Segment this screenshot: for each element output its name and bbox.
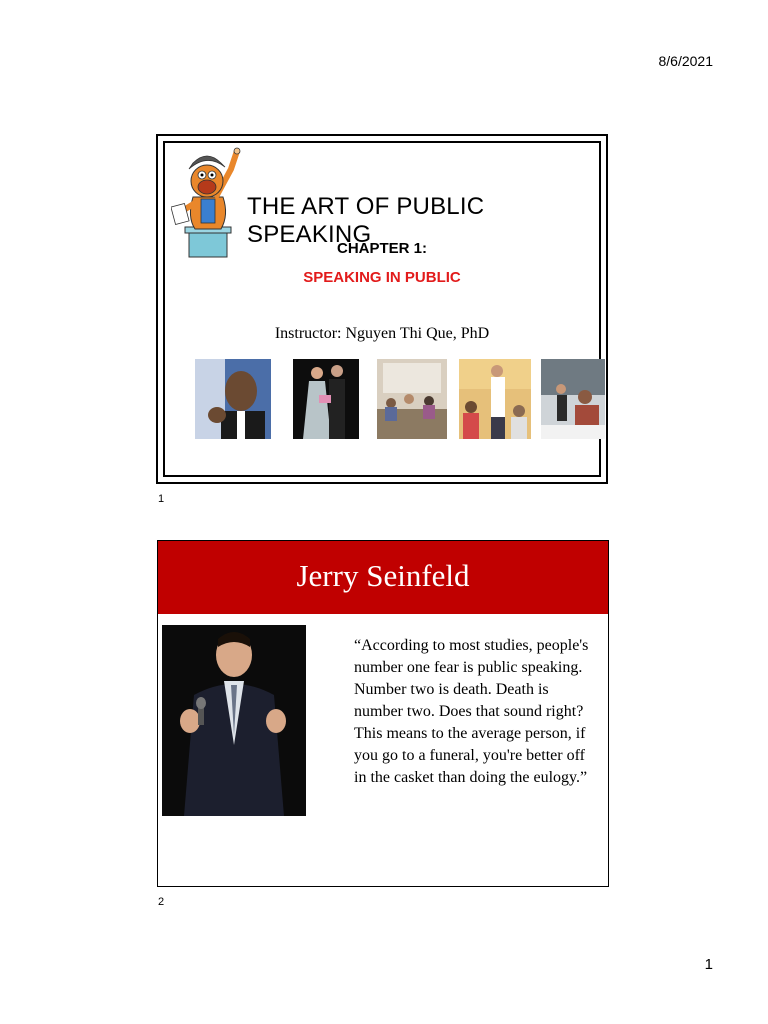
speaker-photo-1 bbox=[195, 359, 271, 439]
seinfeld-photo bbox=[162, 625, 306, 816]
slide-1-number: 1 bbox=[158, 493, 165, 505]
slide-2-header-bar bbox=[158, 541, 608, 614]
seinfeld-quote: “According to most studies, people's number one fear is public speaking. Number two is death. Death is number two. Does that sound right? This means to the average person, if you go to a funeral, you're better off in the casket than doing the eulogy.” bbox=[354, 637, 589, 786]
speaker-photo-2 bbox=[293, 359, 359, 439]
chapter-subtitle: SPEAKING IN PUBLIC bbox=[303, 269, 461, 286]
presenter-photo bbox=[459, 359, 531, 439]
print-date: 8/6/2021 bbox=[658, 53, 713, 69]
slide-1-inner-border bbox=[163, 141, 601, 477]
slide-1 bbox=[156, 134, 608, 484]
slide-2-number: 2 bbox=[158, 896, 165, 908]
slide-1-title: THE ART OF PUBLIC SPEAKING bbox=[247, 193, 485, 248]
chapter-heading: CHAPTER 1: bbox=[336, 240, 427, 257]
slide-2 bbox=[157, 540, 609, 887]
classroom-photo bbox=[541, 359, 605, 439]
slide-2-title: Jerry Seinfeld bbox=[296, 558, 470, 593]
instructor-line: Instructor: Nguyen Thi Que, PhD bbox=[274, 325, 490, 342]
page-number: 1 bbox=[704, 956, 713, 973]
meeting-photo bbox=[377, 359, 447, 439]
